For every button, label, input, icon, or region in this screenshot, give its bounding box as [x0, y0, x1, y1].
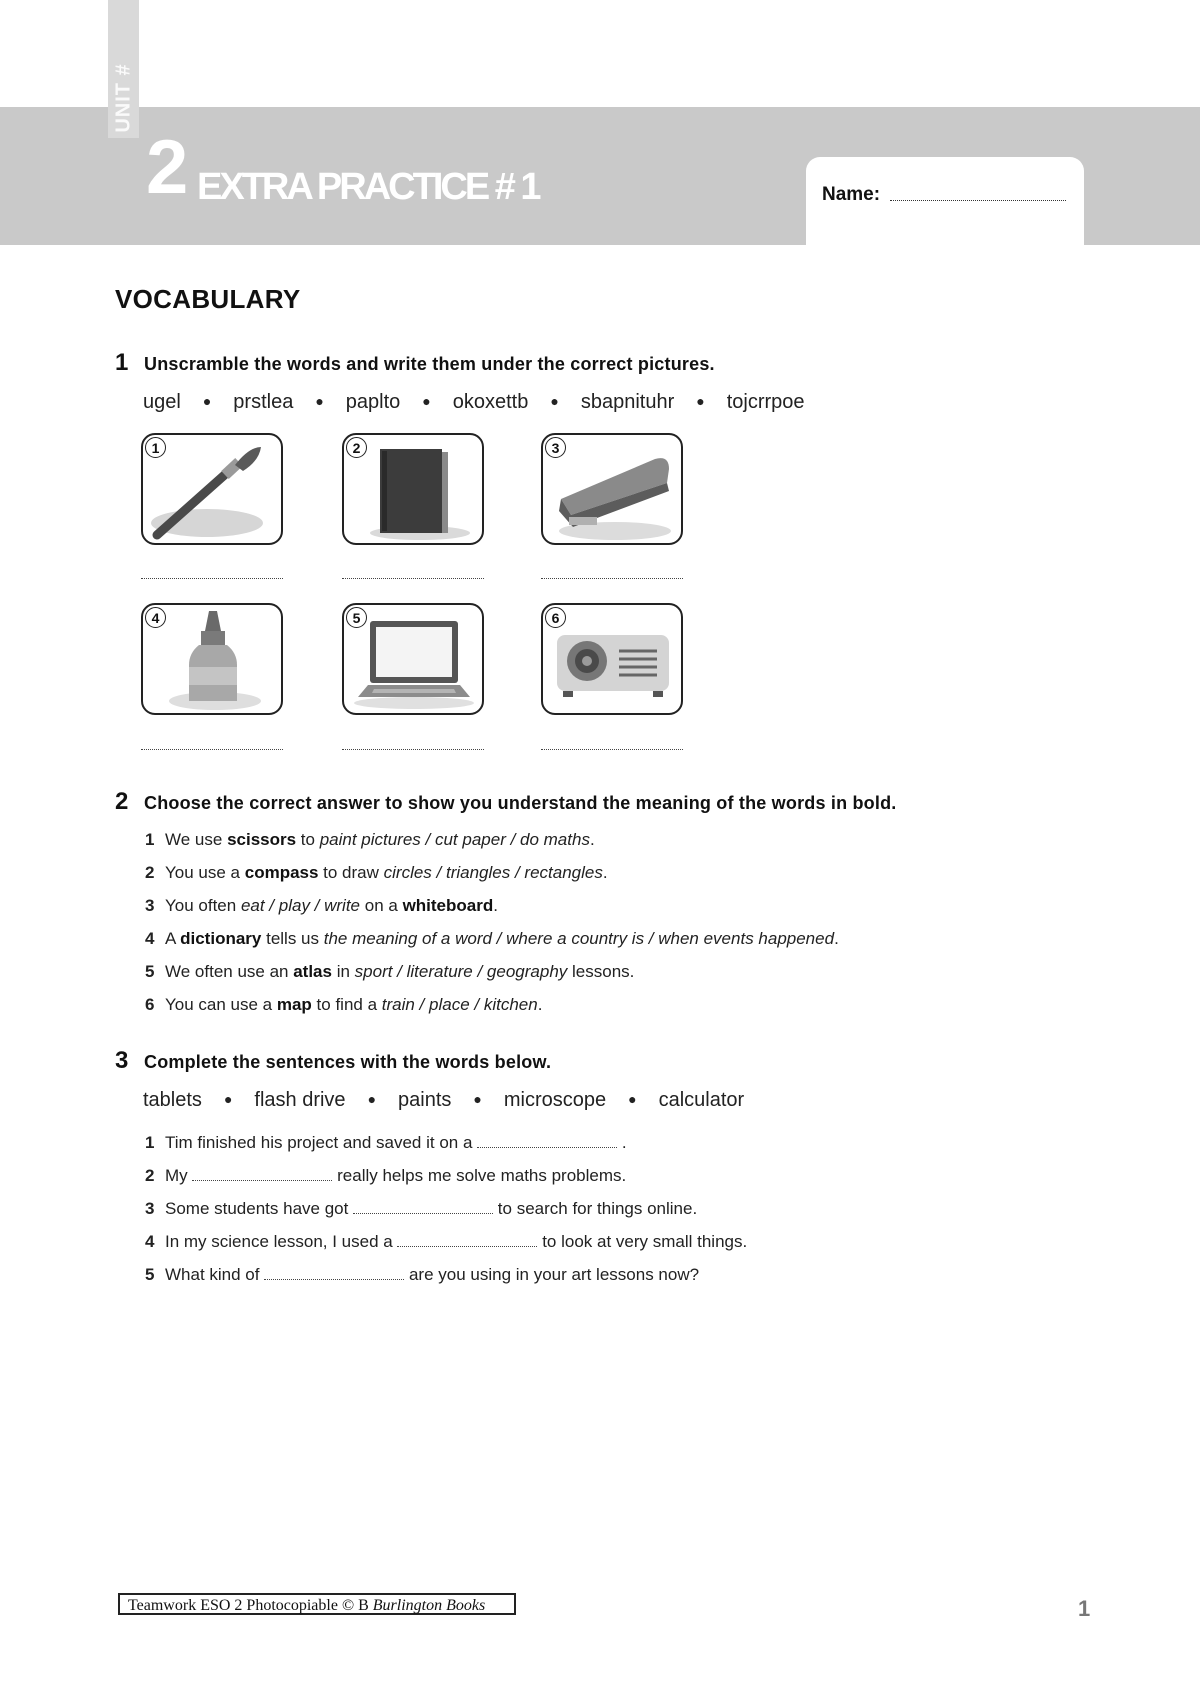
exercise-2-instruction: Choose the correct answer to show you understand the meaning of the words in bold. [144, 793, 897, 813]
answer-line-5[interactable] [342, 749, 484, 750]
word: calculator [658, 1089, 745, 1111]
answer-line-2[interactable] [342, 578, 484, 579]
exercise-2-item: 4 A dictionary tells us the meaning of a word / where a country is / when events happened. [145, 929, 839, 948]
exercise-3-item: 3 Some students have got to search for things online. [145, 1199, 698, 1218]
picture-number: 3 [545, 437, 566, 458]
unit-label: UNIT # [112, 63, 134, 133]
footer-copyright: Teamwork ESO 2 Photocopiable © B Burlington Books [118, 1593, 516, 1615]
answer-blank[interactable] [353, 1203, 493, 1214]
exercise-2-item: 1 We use scissors to paint pictures / cut paper / do maths. [145, 830, 595, 849]
bullet-icon: ● [223, 1091, 233, 1107]
answer-line-6[interactable] [541, 749, 683, 750]
exercise-3-word-bank [143, 1089, 744, 1112]
word: flash drive [254, 1089, 346, 1111]
exercise-3-item: 5 What kind of are you using in your art lessons now? [145, 1265, 700, 1284]
publisher-logo: B [358, 1597, 369, 1614]
unit-number: 2 [146, 125, 187, 210]
answer-options[interactable]: sport / literature / geography [354, 962, 568, 981]
exercise-2-number: 2 [115, 788, 129, 815]
exercise-2-item: 2 You use a compass to draw circles / triangles / rectangles. [145, 863, 608, 882]
bullet-icon: ● [315, 393, 324, 409]
answer-line-1[interactable] [141, 578, 283, 579]
word: paplto [345, 391, 401, 413]
word: tablets [143, 1089, 202, 1111]
answer-blank[interactable] [264, 1269, 404, 1280]
name-label: Name: [822, 184, 881, 205]
word: okoxettb [452, 391, 529, 413]
answer-line-3[interactable] [541, 578, 683, 579]
answer-blank[interactable] [397, 1236, 537, 1247]
answer-options[interactable]: train / place / kitchen [381, 995, 538, 1014]
exercise-2-item: 5 We often use an atlas in sport / literature / geography lessons. [145, 962, 635, 981]
name-input-line[interactable] [890, 200, 1066, 201]
exercise-3-item: 2 My really helps me solve maths problems. [145, 1166, 627, 1185]
answer-blank[interactable] [192, 1170, 332, 1181]
word: prstlea [233, 391, 294, 413]
exercise-3-item: 4 In my science lesson, I used a to look at very small things. [145, 1232, 748, 1251]
exercise-1-word-bank [143, 391, 805, 414]
picture-number: 6 [545, 607, 566, 628]
answer-options[interactable]: circles / triangles / rectangles [383, 863, 603, 882]
section-title: VOCABULARY [115, 284, 301, 314]
picture-number: 2 [346, 437, 367, 458]
bullet-icon: ● [202, 393, 212, 409]
word: paints [398, 1089, 452, 1111]
answer-options[interactable]: the meaning of a word / where a country is / when events happened [323, 929, 835, 948]
exercise-3-instruction: Complete the sentences with the words below. [144, 1052, 552, 1072]
exercise-2-item: 6 You can use a map to find a train / place / kitchen. [145, 995, 543, 1014]
word: tojcrrpoe [726, 391, 805, 413]
picture-number: 1 [145, 437, 166, 458]
answer-blank[interactable] [477, 1137, 617, 1148]
word: ugel [143, 391, 181, 413]
bullet-icon: ● [473, 1091, 482, 1107]
page-number: 1 [1078, 1596, 1091, 1621]
word: microscope [503, 1089, 607, 1111]
bullet-icon: ● [422, 393, 431, 409]
picture-number: 4 [145, 607, 166, 628]
bullet-icon: ● [367, 1091, 377, 1107]
exercise-2-item: 3 You often eat / play / write on a whiteboard. [145, 896, 498, 915]
answer-options[interactable]: paint pictures / cut paper / do maths [319, 830, 590, 849]
exercise-1-instruction: Unscramble the words and write them under the correct pictures. [144, 354, 715, 374]
answer-options[interactable]: eat / play / write [240, 896, 361, 915]
bullet-icon: ● [550, 393, 559, 409]
answer-line-4[interactable] [141, 749, 283, 750]
bullet-icon: ● [696, 393, 705, 409]
exercise-3-item: 1 Tim finished his project and saved it on a . [145, 1133, 627, 1152]
exercise-3-number: 3 [115, 1047, 129, 1074]
exercise-1-number: 1 [115, 349, 129, 376]
word: sbapnituhr [580, 391, 675, 413]
picture-number: 5 [346, 607, 367, 628]
bullet-icon: ● [628, 1091, 637, 1107]
page-title: EXTRA PRACTICE # 1 [197, 166, 539, 208]
